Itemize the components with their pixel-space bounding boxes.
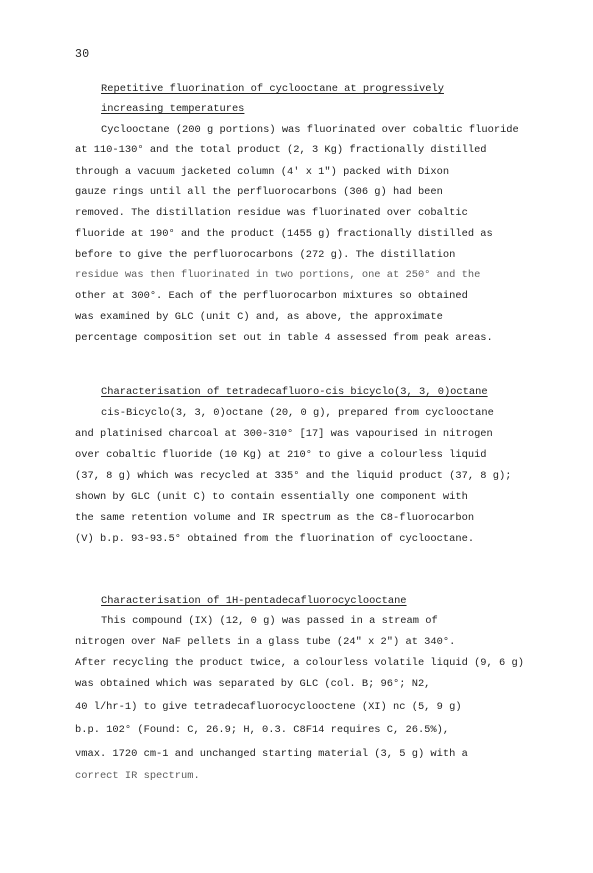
section-1-line-10: was examined by GLC (unit C) and, as above, the approximate [75,311,443,323]
section-2-line-4: (37, 8 g) which was recycled at 335° and the liquid product (37, 8 g); [75,470,512,482]
section-3-heading: Characterisation of 1H-pentadecafluorocyclooctane [101,595,407,607]
section-2-line-5: shown by GLC (unit C) to contain essentially one component with [75,491,468,503]
section-3-line-5: 40 l/hr-1) to give tetradecafluorocyclooctene (XI) nc (5, 9 g) [75,701,462,713]
section-2-line-1: cis-Bicyclo(3, 3, 0)octane (20, 0 g), prepared from cyclooctane [101,407,494,419]
section-1-line-7: before to give the perfluorocarbons (272 g). The distillation [75,249,456,261]
section-1-line-3: through a vacuum jacketed column (4' x 1") packed with Dixon [75,166,450,178]
section-1-heading-line-1: Repetitive fluorination of cyclooctane at progressively [101,83,444,95]
section-3-line-1: This compound (IX) (12, 0 g) was passed in a stream of [101,615,438,627]
section-2-line-6: the same retention volume and IR spectrum as the C8-fluorocarbon [75,512,475,524]
section-1-line-9: other at 300°. Each of the perfluorocarbon mixtures so obtained [75,290,468,302]
section-1-line-6: fluoride at 190° and the product (1455 g) fractionally distilled as [75,228,493,240]
section-2-line-2: and platinised charcoal at 300-310° [17] was vapourised in nitrogen [75,428,493,440]
section-1-line-5: removed. The distillation residue was fluorinated over cobaltic [75,207,468,219]
section-2-heading: Characterisation of tetradecafluoro-cis bicyclo(3, 3, 0)octane [101,386,488,398]
section-1-line-11: percentage composition set out in table 4 assessed from peak areas. [75,332,493,344]
section-3-line-3: After recycling the product twice, a colourless volatile liquid (9, 6 g) [75,657,524,669]
section-3-line-2: nitrogen over NaF pellets in a glass tube (24" x 2") at 340°. [75,636,456,648]
section-2-line-7: (V) b.p. 93-93.5° obtained from the fluorination of cyclooctane. [75,533,475,545]
section-3-line-6: b.p. 102° (Found: C, 26.9; H, 0.3. C8F14 requires C, 26.5%), [75,724,450,736]
section-1-line-8: residue was then fluorinated in two portions, one at 250° and the [75,269,481,281]
section-1-line-2: at 110-130° and the total product (2, 3 Kg) fractionally distilled [75,144,487,156]
section-3-line-8: correct IR spectrum. [75,770,200,782]
section-1-line-1: Cyclooctane (200 g portions) was fluorinated over cobaltic fluoride [101,124,519,136]
page-number: 30 [75,48,90,61]
section-2-line-3: over cobaltic fluoride (10 Kg) at 210° to give a colourless liquid [75,449,487,461]
section-1-line-4: gauze rings until all the perfluorocarbons (306 g) had been [75,186,443,198]
section-1-heading-line-2: increasing temperatures [101,103,245,115]
section-3-line-4: was obtained which was separated by GLC (col. B; 96°; N2, [75,678,431,690]
section-3-line-7: νmax. 1720 cm-1 and unchanged starting material (3, 5 g) with a [75,748,468,760]
